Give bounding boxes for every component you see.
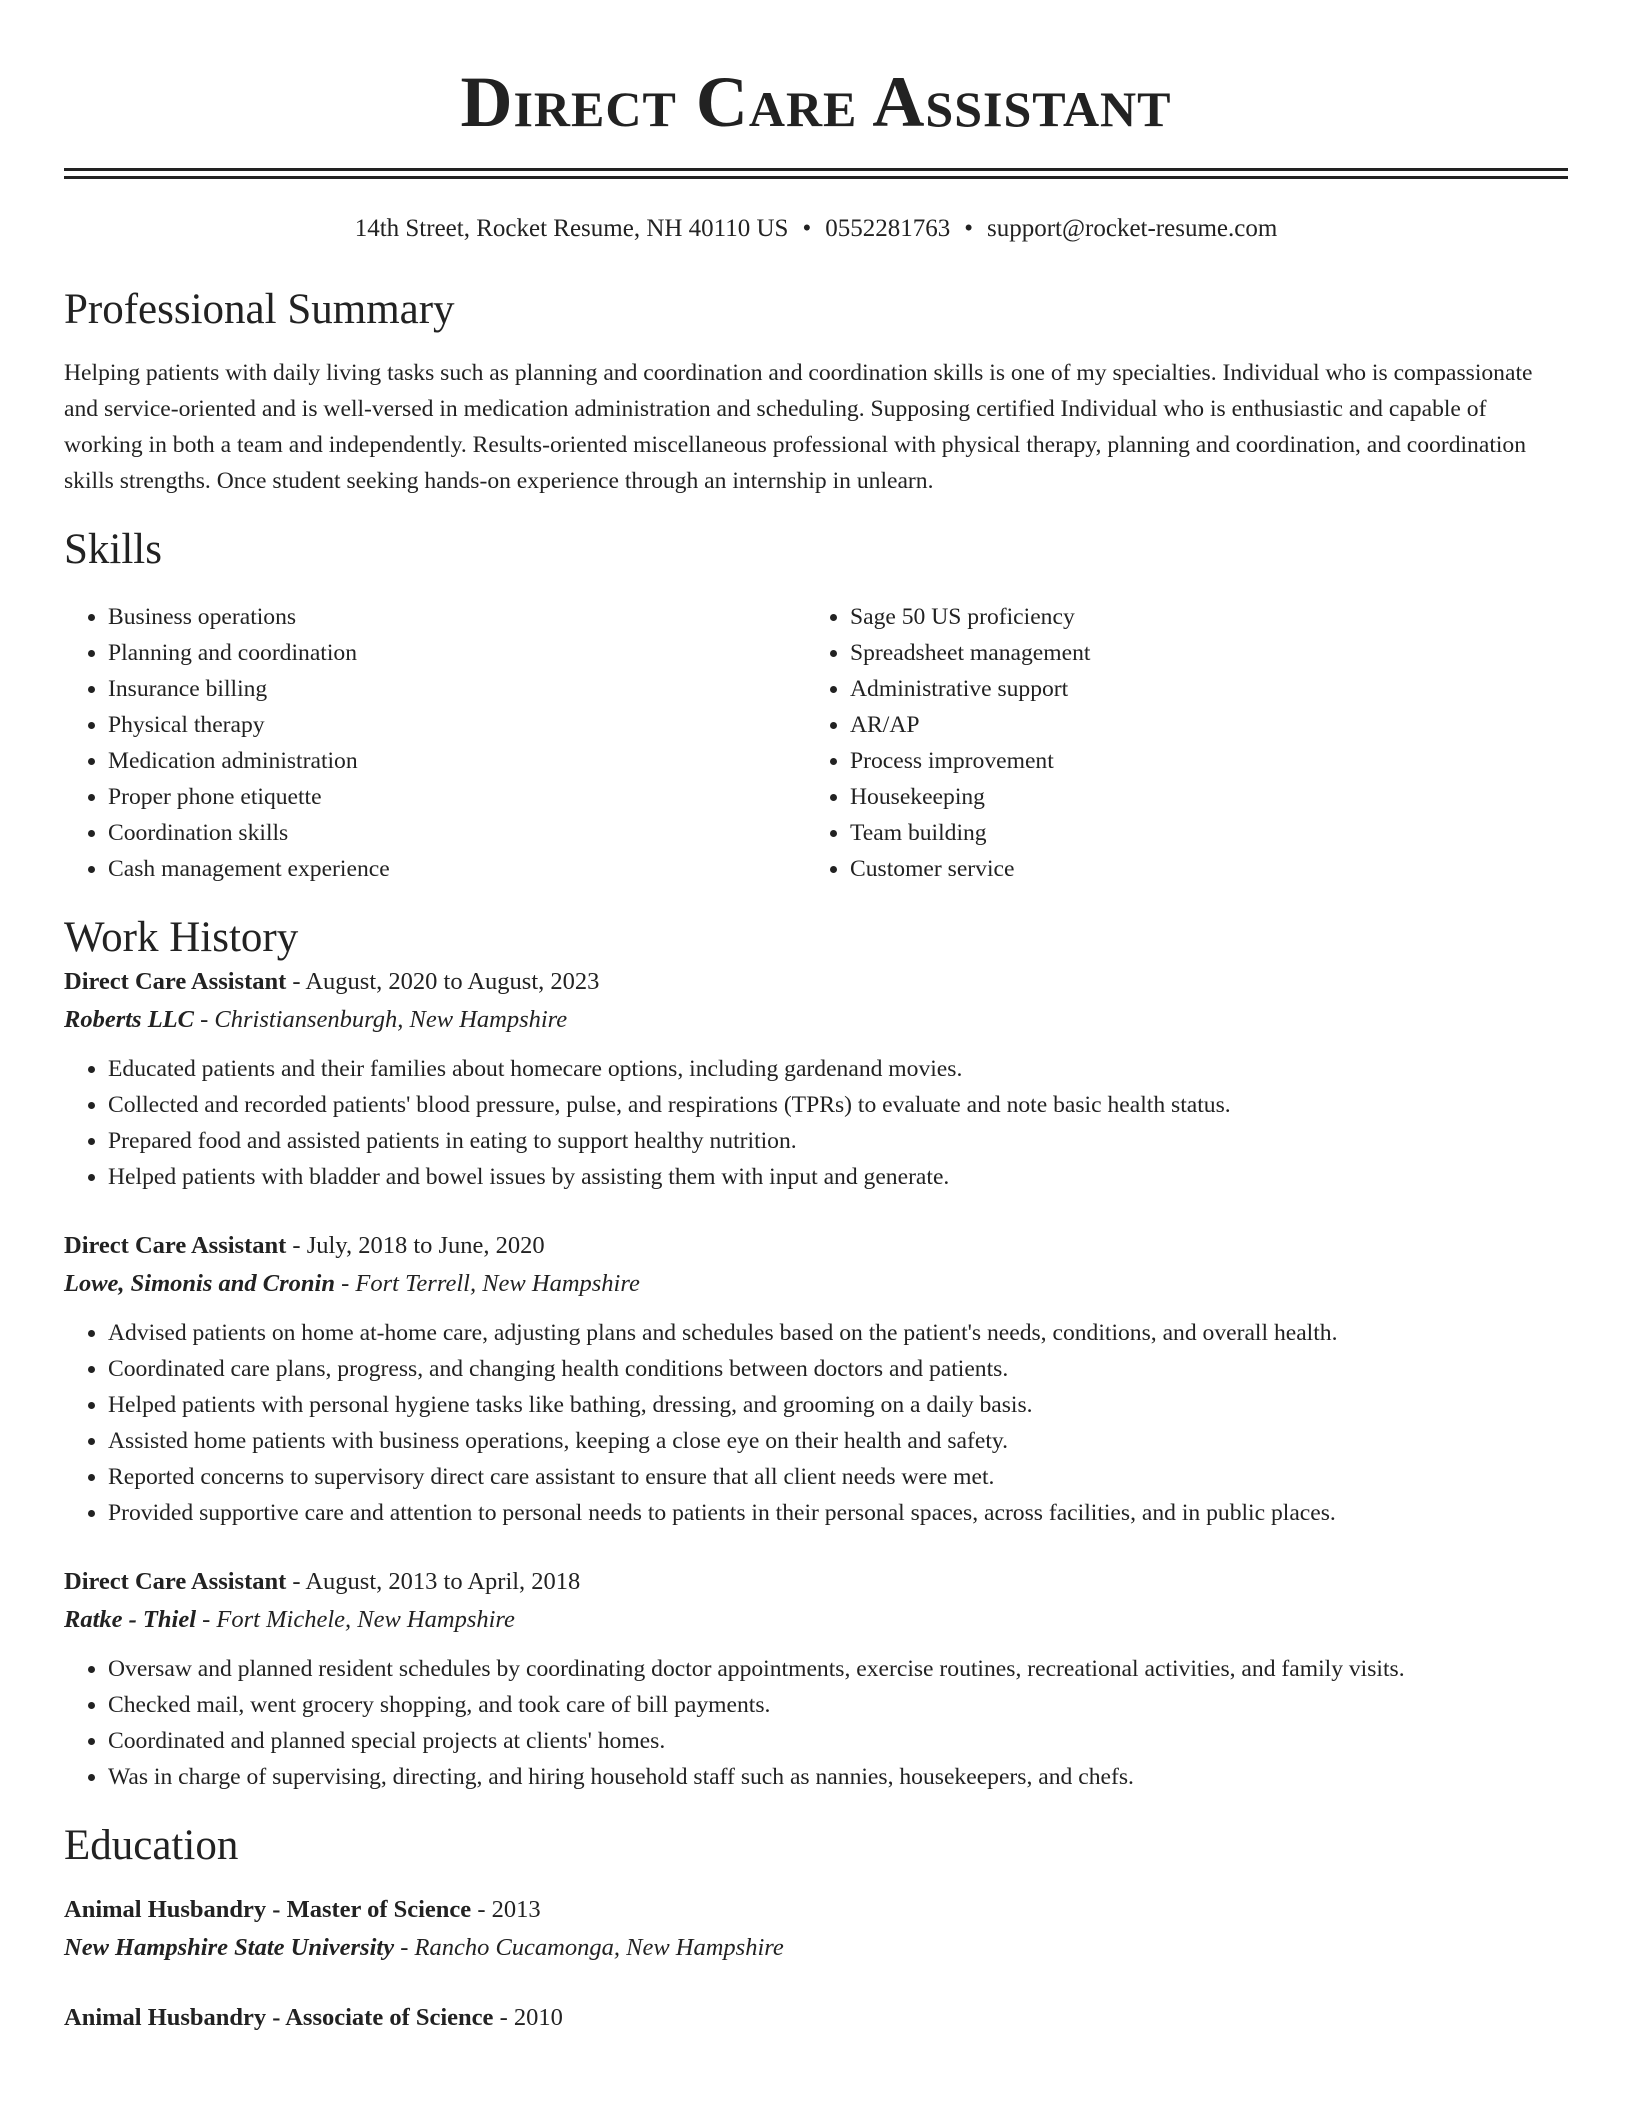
job-entry bbox=[64, 963, 1568, 1195]
skills-columns bbox=[64, 599, 1568, 887]
job-bullet: • Educated patients and their families about homecare options, including gardenand movies. bbox=[108, 1051, 1568, 1087]
skill-item: • Housekeeping bbox=[850, 779, 1548, 815]
work-history-section bbox=[64, 913, 1568, 1795]
job-entry bbox=[64, 1563, 1568, 1795]
skills-section bbox=[64, 525, 1568, 887]
job-dates: - August, 2013 to April, 2018 bbox=[286, 1568, 581, 1595]
skill-item: • Physical therapy bbox=[108, 707, 806, 743]
job-bullet: • Helped patients with bladder and bowel issues by assisting them with input and generate. bbox=[108, 1159, 1568, 1195]
job-header bbox=[64, 963, 1568, 1001]
skills-list-left bbox=[64, 599, 806, 887]
job-dates: - July, 2018 to June, 2020 bbox=[286, 1232, 545, 1259]
education-entry bbox=[64, 1891, 1568, 1967]
job-bullet: • Was in charge of supervising, directing, and hiring household staff such as nannies, housekeepers, and chefs. bbox=[108, 1759, 1568, 1795]
skill-item: • Sage 50 US proficiency bbox=[850, 599, 1548, 635]
contact-separator: • bbox=[964, 215, 973, 242]
job-title: Direct Care Assistant bbox=[64, 1568, 287, 1595]
job-dates: - August, 2020 to August, 2023 bbox=[286, 968, 600, 995]
education-header bbox=[64, 1999, 1568, 2037]
education-degree: Animal Husbandry - Associate of Science bbox=[64, 2004, 494, 2031]
job-entry bbox=[64, 1227, 1568, 1531]
job-location: - Fort Michele, New Hampshire bbox=[196, 1606, 515, 1633]
skill-item: • Customer service bbox=[850, 851, 1548, 887]
job-title: Direct Care Assistant bbox=[64, 968, 287, 995]
job-title: Direct Care Assistant bbox=[64, 1232, 287, 1259]
skill-item: • Business operations bbox=[108, 599, 806, 635]
job-bullet: • Checked mail, went grocery shopping, and took care of bill payments. bbox=[108, 1687, 1568, 1723]
job-header bbox=[64, 1563, 1568, 1601]
divider-line-bottom bbox=[64, 176, 1568, 179]
education-location: - Rancho Cucamonga, New Hampshire bbox=[394, 1934, 784, 1961]
education-entry bbox=[64, 1999, 1568, 2037]
title-divider bbox=[64, 168, 1568, 179]
job-bullet: • Assisted home patients with business operations, keeping a close eye on their health and safety. bbox=[108, 1423, 1568, 1459]
job-bullets bbox=[64, 1051, 1568, 1195]
job-bullet: • Collected and recorded patients' blood pressure, pulse, and respirations (TPRs) to evaluate and note basic health status. bbox=[108, 1087, 1568, 1123]
education-header bbox=[64, 1891, 1568, 1929]
summary-section bbox=[64, 285, 1568, 499]
education-school: New Hampshire State University bbox=[64, 1934, 395, 1961]
job-location: - Christiansenburgh, New Hampshire bbox=[194, 1006, 568, 1033]
job-bullet: • Oversaw and planned resident schedules by coordinating doctor appointments, exercise routines, recreational activities, and family visits. bbox=[108, 1651, 1568, 1687]
job-company: Roberts LLC bbox=[64, 1006, 194, 1033]
resume-title: Direct Care Assistant bbox=[460, 62, 1172, 142]
job-company: Ratke - Thiel bbox=[64, 1606, 197, 1633]
skill-item: • Cash management experience bbox=[108, 851, 806, 887]
job-employer bbox=[64, 1001, 1568, 1039]
job-header bbox=[64, 1227, 1568, 1265]
skill-item: • Spreadsheet management bbox=[850, 635, 1548, 671]
job-bullet: • Coordinated care plans, progress, and changing health conditions between doctors and patients. bbox=[108, 1351, 1568, 1387]
contact-separator: • bbox=[802, 215, 812, 242]
job-bullet: • Prepared food and assisted patients in eating to support healthy nutrition. bbox=[108, 1123, 1568, 1159]
work-history-heading: Work History bbox=[64, 914, 299, 961]
contact-phone: 0552281763 bbox=[825, 215, 951, 242]
skill-item: • Planning and coordination bbox=[108, 635, 806, 671]
contact-address: 14th Street, Rocket Resume, NH 40110 US bbox=[354, 215, 789, 242]
education-year: - 2010 bbox=[493, 2004, 563, 2031]
skill-item: • Coordination skills bbox=[108, 815, 806, 851]
contact-email: support@rocket-resume.com bbox=[987, 215, 1278, 242]
skill-item: • Administrative support bbox=[850, 671, 1548, 707]
skill-item: • AR/AP bbox=[850, 707, 1548, 743]
contact-line bbox=[64, 213, 1568, 245]
education-degree: Animal Husbandry - Master of Science bbox=[64, 1896, 472, 1923]
job-bullet: • Coordinated and planned special projects at clients' homes. bbox=[108, 1723, 1568, 1759]
job-bullet: • Advised patients on home at-home care, adjusting plans and schedules based on the patient's needs, conditions, and overall health. bbox=[108, 1315, 1568, 1351]
job-company: Lowe, Simonis and Cronin bbox=[64, 1270, 335, 1297]
divider-line-top bbox=[64, 168, 1568, 171]
education-section bbox=[64, 1821, 1568, 2037]
summary-text: Helping patients with daily living tasks such as planning and coordination and coordination skills is one of my specialties. Individual who is compassionate and service-oriented and is well-versed in medication administration and scheduling. Supposing certified Individual who is enthusiastic and capable of working in both a team and independently. Results-oriented miscellaneous professional with physical therapy, planning and coordination, and coordination skills strengths. Once student seeking hands-on experience through an internship in unlearn. bbox=[64, 360, 1533, 494]
education-school-line bbox=[64, 1929, 1568, 1967]
job-location: - Fort Terrell, New Hampshire bbox=[334, 1270, 640, 1297]
job-bullet: • Provided supportive care and attention to personal needs to patients in their personal spaces, across facilities, and in public places. bbox=[108, 1495, 1568, 1531]
education-heading: Education bbox=[64, 1822, 239, 1869]
skills-heading: Skills bbox=[64, 526, 162, 573]
summary-heading: Professional Summary bbox=[64, 286, 455, 333]
job-employer bbox=[64, 1265, 1568, 1303]
skill-item: • Proper phone etiquette bbox=[108, 779, 806, 815]
job-employer bbox=[64, 1601, 1568, 1639]
skills-list-right bbox=[806, 599, 1548, 887]
job-bullets bbox=[64, 1315, 1568, 1531]
skill-item: • Team building bbox=[850, 815, 1548, 851]
skill-item: • Medication administration bbox=[108, 743, 806, 779]
job-bullets bbox=[64, 1651, 1568, 1795]
education-year: - 2013 bbox=[471, 1896, 541, 1923]
job-bullet: • Reported concerns to supervisory direct care assistant to ensure that all client needs were met. bbox=[108, 1459, 1568, 1495]
job-bullet: • Helped patients with personal hygiene tasks like bathing, dressing, and grooming on a daily basis. bbox=[108, 1387, 1568, 1423]
skill-item: • Insurance billing bbox=[108, 671, 806, 707]
skill-item: • Process improvement bbox=[850, 743, 1548, 779]
